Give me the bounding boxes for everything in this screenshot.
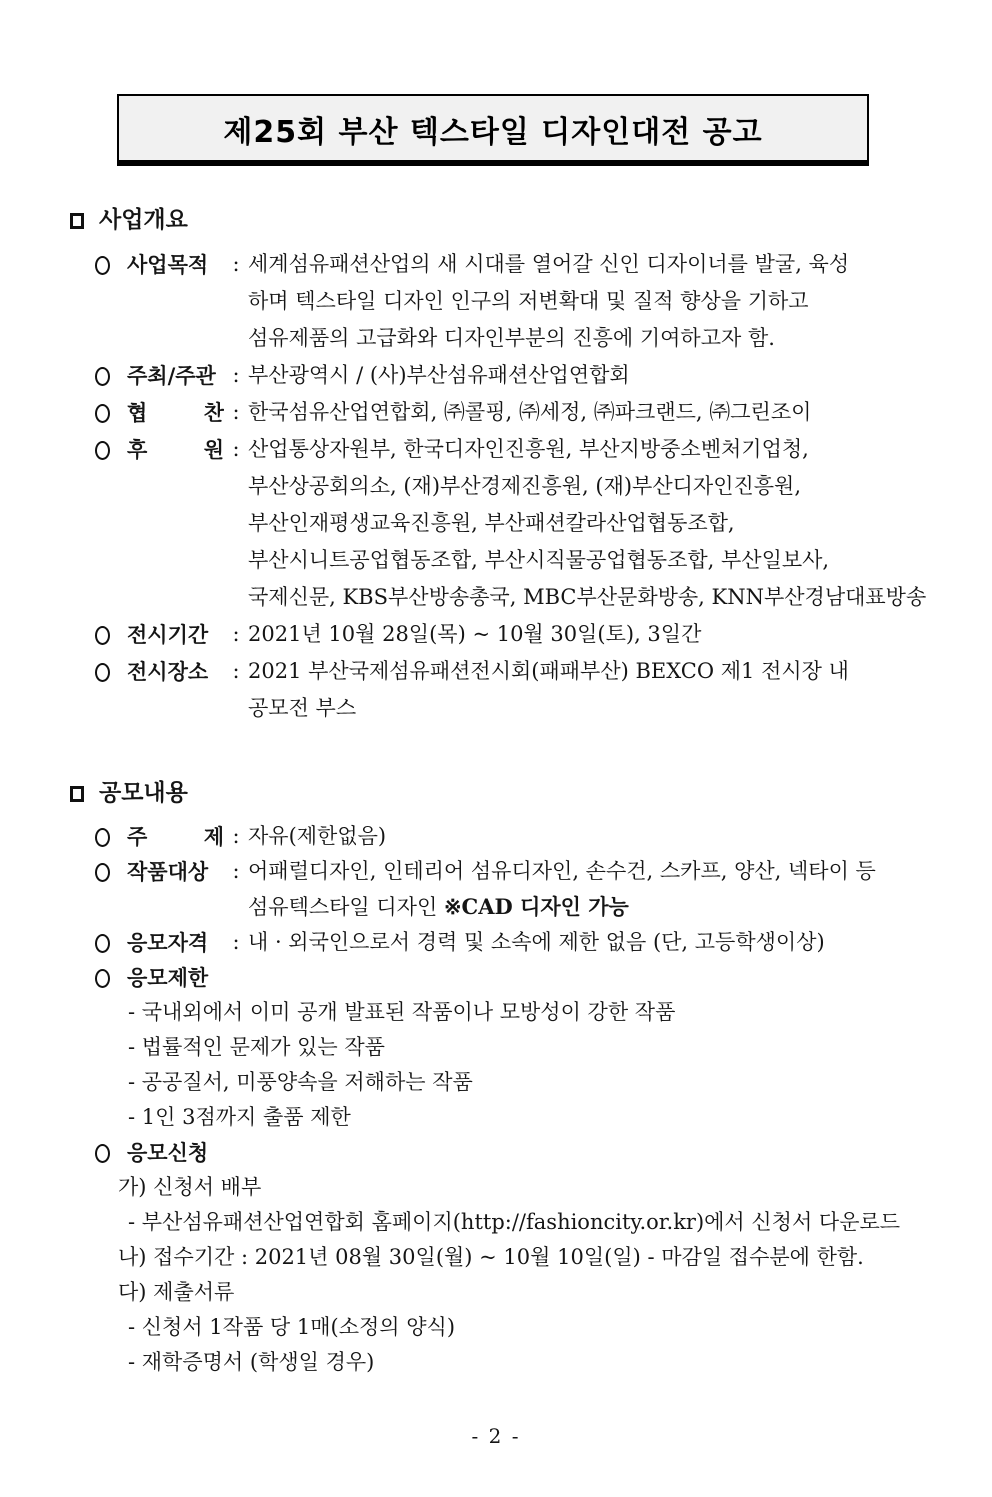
circle-bullet-icon	[95, 653, 127, 690]
support-value: 산업통상자원부, 한국디자인진흥원, 부산지방중소벤처기업청,	[248, 437, 809, 461]
purpose-value-line3: 섬유제품의 고급화와 디자인부분의 진흥에 기여하고자 함.	[248, 326, 775, 350]
restriction-item: - 국내외에서 이미 공개 발표된 작품이나 모방성이 강한 작품	[128, 1000, 676, 1024]
purpose-row	[95, 246, 992, 283]
page-number: - 2 -	[471, 1424, 521, 1448]
purpose-label: 사업목적	[127, 252, 209, 277]
circle-bullet-icon	[95, 925, 127, 960]
document-title: 제25회 부산 텍스타일 디자인대전 공고	[223, 115, 763, 150]
circle-bullet-icon	[95, 854, 127, 889]
application-da-detail2: - 재학증명서 (학생일 경우)	[128, 1350, 375, 1374]
sponsor-value: 한국섬유산업연합회, ㈜콜핑, ㈜세정, ㈜파크랜드, ㈜그린조이	[248, 400, 812, 424]
section-contest-body	[0, 819, 992, 1380]
application-ga-detail: - 부산섬유패션산업연합회 홈페이지(http://fashioncity.or.kr)에서 신청서 다운로드	[128, 1210, 901, 1234]
colon: :	[232, 622, 240, 646]
period-row	[95, 616, 992, 653]
circle-bullet-icon	[95, 431, 127, 468]
section-overview-body	[0, 246, 992, 727]
support-row	[95, 431, 992, 468]
restriction-label: 응모제한	[127, 965, 209, 990]
support-value-line5: 국제신문, KBS부산방송총국, MBC부산문화방송, KNN부산경남대표방송	[248, 585, 927, 609]
square-bullet-icon	[70, 213, 84, 229]
purpose-value: 세계섬유패션산업의 새 시대를 열어갈 신인 디자이너를 발굴, 육성	[248, 252, 850, 276]
circle-bullet-icon	[95, 246, 127, 283]
target-row	[95, 854, 992, 889]
circle-bullet-icon	[95, 357, 127, 394]
application-da-detail1: - 신청서 1작품 당 1매(소정의 양식)	[128, 1315, 456, 1339]
square-bullet-icon	[70, 786, 84, 802]
venue-label: 전시장소	[127, 659, 209, 684]
document-page	[0, 94, 992, 1497]
application-na: 나) 접수기간 : 2021년 08월 30일(월) ~ 10월 10일(일) - 마감일 접수분에 한함.	[118, 1245, 864, 1269]
colon: :	[232, 930, 240, 954]
target-value: 어패럴디자인, 인테리어 섬유디자인, 손수건, 스카프, 양산, 넥타이 등	[248, 859, 876, 883]
eligibility-label: 응모자격	[127, 930, 209, 955]
eligibility-row	[95, 925, 992, 960]
section-overview-heading-label: 사업개요	[99, 206, 188, 233]
colon: :	[232, 252, 240, 276]
target-value-line2-normal: 섬유텍스타일 디자인	[248, 895, 444, 919]
support-value-line2: 부산상공회의소, (재)부산경제진흥원, (재)부산디자인진흥원,	[248, 474, 802, 498]
colon: :	[232, 659, 240, 683]
circle-bullet-icon	[95, 394, 127, 431]
venue-value-line2: 공모전 부스	[248, 696, 357, 720]
application-label: 응모신청	[127, 1140, 209, 1165]
section-overview-heading	[70, 200, 992, 240]
host-row	[95, 357, 992, 394]
circle-bullet-icon	[95, 819, 127, 854]
sponsor-row	[95, 394, 992, 431]
host-value: 부산광역시 / (사)부산섬유패션산업연합회	[248, 363, 630, 387]
sponsor-label: 협 찬	[127, 400, 224, 425]
support-value-line3: 부산인재평생교육진흥원, 부산패션칼라산업협동조합,	[248, 511, 735, 535]
document-title-box	[117, 94, 869, 166]
support-value-line4: 부산시니트공업협동조합, 부산시직물공업협동조합, 부산일보사,	[248, 548, 830, 572]
period-value: 2021년 10월 28일(목) ~ 10월 30일(토), 3일간	[248, 622, 702, 646]
target-label: 작품대상	[127, 859, 209, 884]
application-da: 다) 제출서류	[118, 1280, 235, 1304]
theme-row	[95, 819, 992, 854]
venue-row	[95, 653, 992, 690]
circle-bullet-icon	[95, 616, 127, 653]
restriction-item: - 1인 3점까지 출품 제한	[128, 1105, 351, 1129]
section-contest-heading-label: 공모내용	[99, 779, 188, 806]
support-label: 후 원	[127, 437, 224, 462]
restriction-item: - 법률적인 문제가 있는 작품	[128, 1035, 385, 1059]
theme-label: 주 제	[127, 824, 224, 849]
purpose-value-line2: 하며 텍스타일 디자인 인구의 저변확대 및 질적 향상을 기하고	[248, 289, 809, 313]
target-value-line2-cad: ※CAD 디자인 가능	[443, 894, 629, 919]
colon: :	[232, 363, 240, 387]
circle-bullet-icon	[95, 960, 127, 995]
eligibility-value: 내 · 외국인으로서 경력 및 소속에 제한 없음 (단, 고등학생이상)	[248, 930, 825, 954]
colon: :	[232, 824, 240, 848]
restriction-row	[95, 960, 992, 995]
theme-value: 자유(제한없음)	[248, 824, 387, 848]
venue-value: 2021 부산국제섬유패션전시회(패패부산) BEXCO 제1 전시장 내	[248, 659, 849, 683]
section-contest-heading	[70, 773, 992, 813]
application-row	[95, 1135, 992, 1170]
circle-bullet-icon	[95, 1135, 127, 1170]
target-value-line2	[248, 889, 992, 925]
colon: :	[232, 859, 240, 883]
colon: :	[232, 400, 240, 424]
colon: :	[232, 437, 240, 461]
application-ga: 가) 신청서 배부	[118, 1175, 262, 1199]
period-label: 전시기간	[127, 622, 209, 647]
host-label: 주최/주관	[127, 363, 216, 388]
restriction-item: - 공공질서, 미풍양속을 저해하는 작품	[128, 1070, 473, 1094]
